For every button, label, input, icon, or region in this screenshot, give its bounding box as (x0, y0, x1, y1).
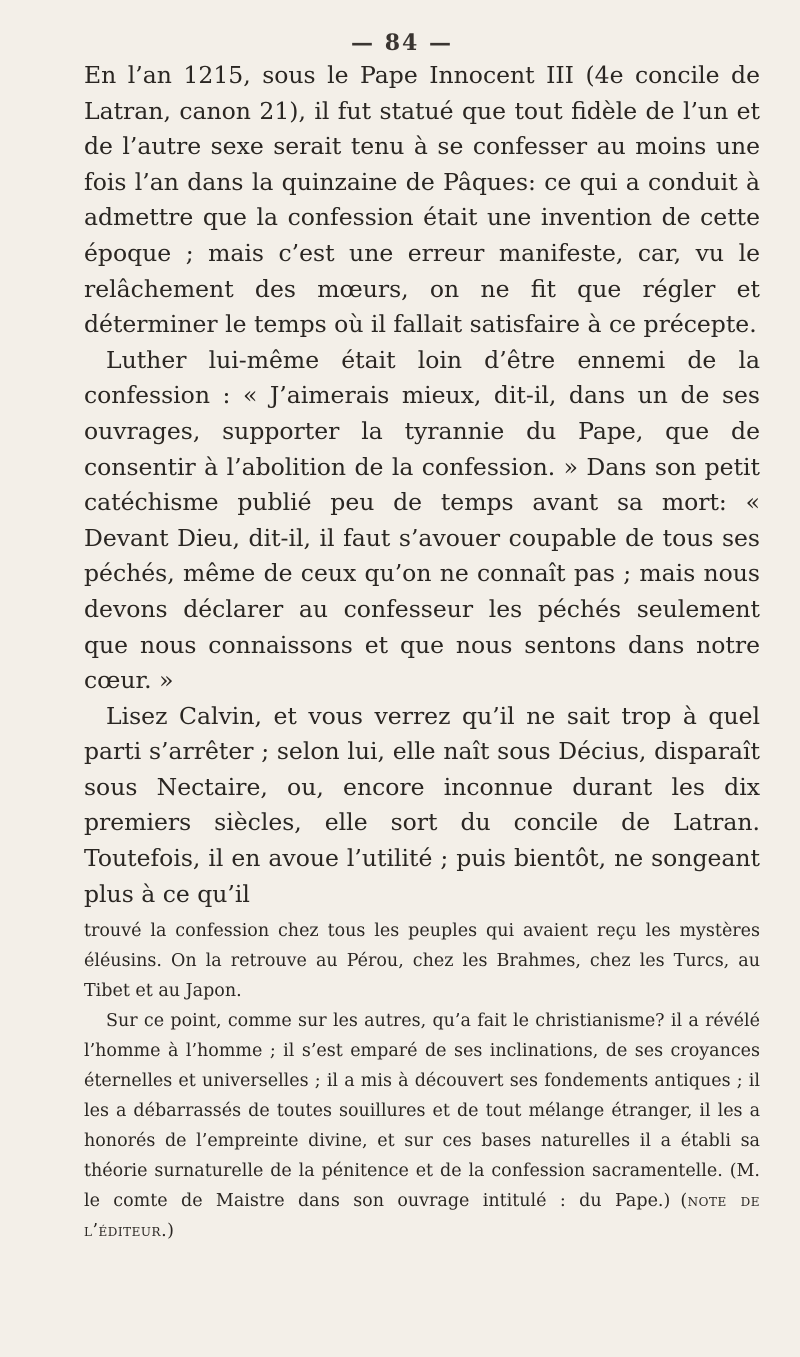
paragraph-3: Lisez Calvin, et vous verrez qu’il ne sait trop à quel parti s’arrêter ; selon lui, elle naît sous Décius, disparaît sous Nectaire, ou, encore inconnue durant les dix premiers siècles, elle sort du concile de Latran. Toutefois, il en avoue l’utilité ; puis bientôt, ne songeant plus à ce qu’il (84, 701, 760, 908)
page-number: — 84 — (351, 30, 453, 56)
footnote (84, 916, 760, 1246)
main-text (84, 58, 760, 912)
paragraph-1: En l’an 1215, sous le Pape Innocent III (4e concile de Latran, canon 21), il fut statué que tout fidèle de l’un et de l’autre sexe serait tenu à se confesser au moins une fois l’an dans la quinzaine de Pâques: ce qui a conduit à admettre que la confession était une invention de cette époque ; mais c’est une erreur manifeste, car, vu le relâchement des mœurs, on ne fit que régler et déterminer le temps où il fallait satisfaire à ce précepte. (84, 61, 760, 339)
footnote-paragraph-2-text: Sur ce point, comme sur les autres, qu’a fait le christianisme? il a révélé l’homme à l’homme ; il s’est emparé de ses inclinations, de ses croyances éternelles et universelles ; il a mis à découvert ses fondements antiques ; il les a débarrassés de toutes souillures et de tout mélange étranger, il les a honorés de l’empreinte divine, et sur ces bases naturelles il a établi sa théorie surnaturelle de la pénitence et de la confession sacramentelle. (M. le comte de Maistre dans son ouvrage intitulé : du Pape.) (84, 1011, 760, 1212)
paragraph-2: Luther lui-même était loin d’être ennemi de la confession : « J’aimerais mieux, dit-il, dans un de ses ouvrages, supporter la tyrannie du Pape, que de consentir à l’abolition de la confession. » Dans son petit catéchisme publié peu de temps avant sa mort: « Devant Dieu, dit-il, il faut s’avouer coupable de tous ses péchés, même de ceux qu’on ne connaît pas ; mais nous devons déclarer au confesseur les péchés seulement que nous connaissons et que nous sentons dans notre cœur. » (84, 345, 760, 695)
footnote-paragraph-1: trouvé la confession chez tous les peuples qui avaient reçu les mystères éléusins. On la retrouve au Pérou, chez les Brahmes, chez les Turcs, au Tibet et au Japon. (84, 921, 760, 1002)
footnote-paragraph-2 (84, 1006, 760, 1246)
footnote-attribution: (note de l’éditeur.) (84, 1191, 760, 1242)
